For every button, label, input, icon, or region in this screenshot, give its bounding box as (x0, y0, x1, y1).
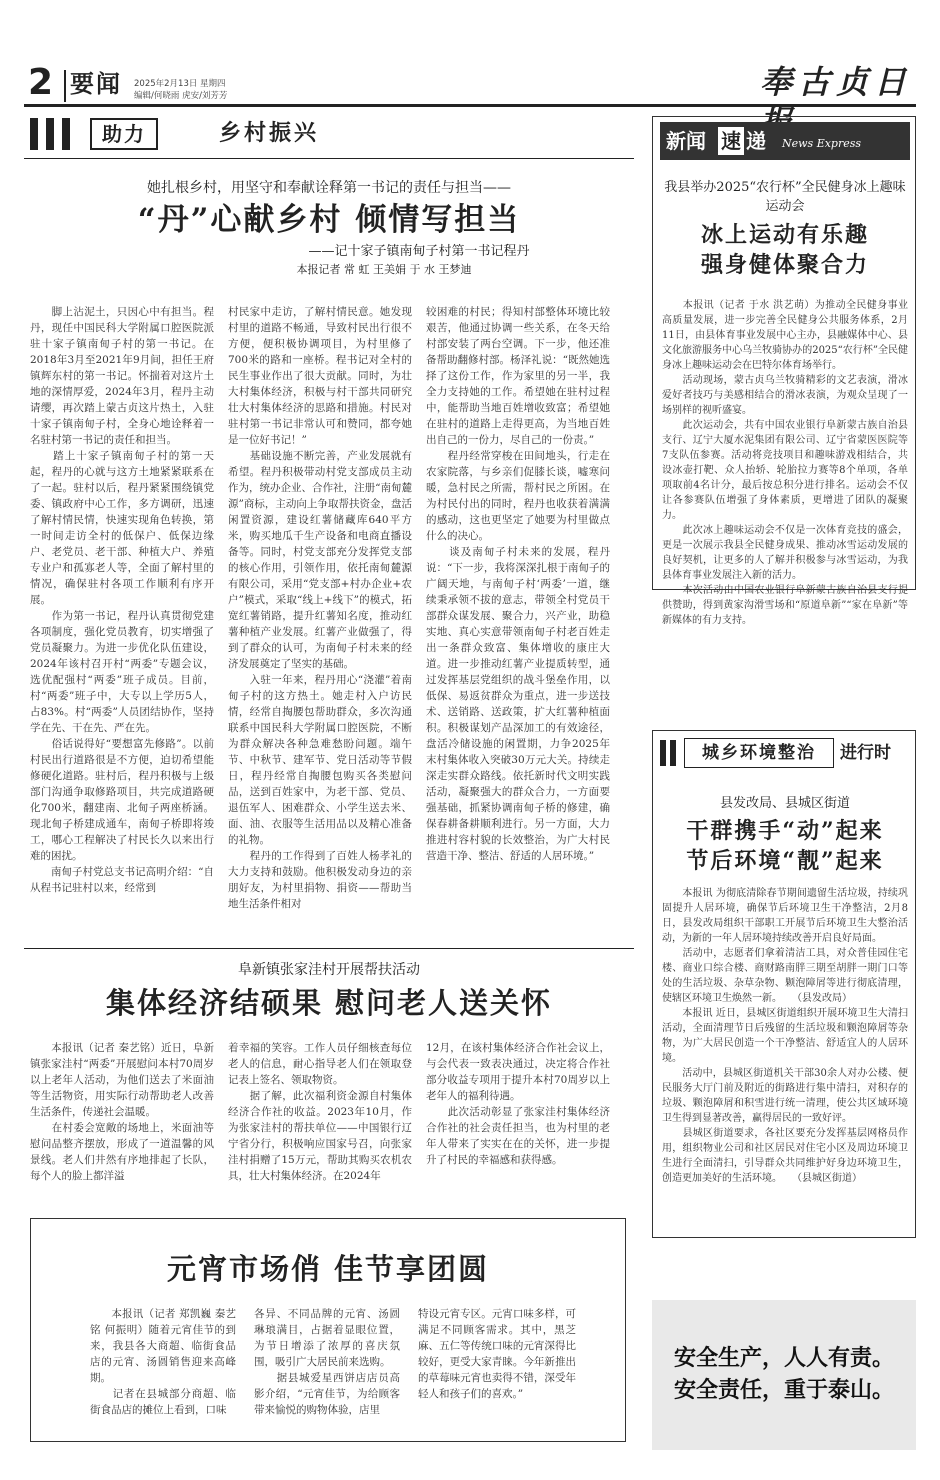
article1-subtitle: ——记十家子镇南甸子村第一书记程丹 (308, 244, 530, 259)
article1-title: “丹”心献乡村 倾情写担当 (137, 202, 521, 238)
article1-kicker: 她扎根乡村，用坚守和奉献诠释第一书记的责任与担当—— (147, 180, 511, 196)
news-express-label-en: News Express (782, 137, 862, 150)
article3-column-2: 各异、不同品牌的元宵、汤圆琳琅满目，占据着显眼位置，为节日增添了浓厚的喜庆氛围，吸引广大居民前来选购。 据县城爱星西饼店店员高影介绍，“元宵佳节，为给顾客带来愉悦的购物体验，店里 (254, 1308, 400, 1416)
city-env-tail-label: 进行时 (840, 743, 891, 763)
city-env-title-line-1: 干群携手“动”起来 (686, 818, 884, 844)
news-express-title (660, 220, 910, 280)
page-number: 2 (28, 62, 54, 103)
article1-column-1: 脚上沾泥土，只因心中有担当。程丹，现任中国民科大学附属口腔医院派驻十家子镇南甸子村的第一书记。在2018年3月至2021年9月间，担任王府镇辉东村的第一书记。怀揣着对这片土地的深情厚爱，2024年3月，程丹主动请缨，再次踏上蒙古贞这片热土，入驻十家子镇南甸子村，全身心地诠释着一名驻村第一书记的责任和担当。 踏上十家子镇南甸子村的第一天起，程丹的心就与这方土地紧紧联系在了一起。驻村以后，程丹紧紧围绕镇党委、镇政府中心工作，多方调研，迅速了解村情民情，快速实现角色转换，第一时间走访全村的低保户、低保边缘户、老党员、老干部、种植大户、养殖专业户和孤寡老人等，全面了解村里的情况，确保驻村各项工作顺利有序开展。 作为第一书记，程丹认真贯彻党建各项制度，强化党员教育，切实增强了党员凝聚力。为进一步优化队伍建设，2024年该村召开村“两委”专题会议，选优配强村“两委”班子成员。目前，村“两委”班子中，大专以上学历5人，占83%。村“两委”人员团结协作，坚持学在先、干在先、严在先。 俗话说得好“要想富先修路”。以前村民出行道路很是不方便，迫切希望能修硬化道路。驻村后，程丹积极与上级部门沟通争取修路项目，共完成道路硬化700米，翻建南、北甸子两座桥涵。现北甸子桥建成通车，南甸子桥即将竣工，哪心工程解决了村民长久以来出行难的困扰。 南甸子村党总支书记高明介绍：“自从程书记驻村以来，经常到 (30, 306, 214, 894)
article1-column-3: 较困难的村民；得知村部整体环境比较艰苦，他通过协调一些关系，在冬天给村部安装了两台空调。下一步，他还准备帮助翻修村部。杨泽礼说：“既然她选择了这份工作，作为家里的另一半，我全力支持她的工作。希望她在驻村过程中，能帮助当地百姓增收致富；希望她在驻村的道路上走得更高，为当地百姓出自己的一份力，尽自己的一份责。” 程丹经常穿梭在田间地头，行走在农家院落，与乡亲们促膝长谈，嘘寒问暖，急村民之所需，帮村民之所困。在为村民付出的同时，程丹也收获着满满的感动，这也更坚定了她要为村里做点什么的决心。 谈及南甸子村未来的发展，程丹说：“下一步，我将深深扎根于南甸子的广阔天地，与南甸子村‘两委’一道，继续秉承领不拔的意志，带领全村党员干部群众谋发展、聚合力，兴产业，助稳实地、真心实意带领南甸子村老百姓走出一条群众致富、集体增收的康庄大道。进一步推动红薯产业提质转型，通过发挥基层党组织的战斗堡垒作用，以低保、易返贫群众为重点，进一步送技术、送销路、送政策，扩大红薯种植面积。积极谋划产品深加工的有效途径，盘活冷储设施的闲置期，力争2025年末村集体收入突破30万元大关。持续走深走实群众路线。依托新时代文明实践活动，凝聚强大的群众合力，一方面要强基础，抓紧协调南甸子桥的修建，确保春耕备耕顺利进行。另一方面，大力推进村容村貌的长效整治，为广大村民营造干净、整洁、舒适的人居环境。” (426, 306, 610, 862)
news-express-label-1: 新闻 (666, 129, 706, 153)
city-env-title (660, 816, 910, 876)
issue-editors: 编辑/何晓雨 虎安/刘芳芳 (134, 91, 228, 101)
article1-byline: 本报记者 常 虹 王美娟 于 水 王梦迪 (296, 263, 472, 276)
city-env-kicker: 县发改局、县城区街道 (719, 796, 850, 811)
article2-title: 集体经济结硕果 慰问老人送关怀 (105, 986, 553, 1020)
city-env-body: 本报讯 为彻底清除春节期间遗留生活垃圾，持续巩固提升人居环境，确保节后环境卫生干净整洁，2月8日，县发改局组织干部职工开展节后环境卫生大整治活动，为新的一年人居环境持续改善开启良好局面。 活动中，志愿者们拿着清洁工具，对众普佳园住宅楼、商业口综合楼、商财路南胖三期至胡胖一期门口等处的生活垃圾、杂草杂物、颗泡障屑等进行彻底清理，使辖区环境卫生焕然一新。 （县发改局） 本报讯 近日，县城区街道组织开展环境卫生大清扫活动，全面清理节日后残留的生活垃圾和颗泡障屑等杂物，为广大居民创造一个干净整洁、舒适宜人的人居环境。 活动中，县城区街道机关干部30余人对办公楼、便民服务大厅门前及附近的街路进行集中清扫，对积存的垃圾、颗泡障屑和积雪进行统一清理，使公共区域环境卫生得到显著改善，赢得居民的一致好评。 县城区街道要求，各社区要充分发挥基层网格员作用，组织物业公司和社区居民对住宅小区及周边环境卫生进行全面清扫，引导群众共同维护好身边环境卫生，创造更加美好的生活环境。 （县城区街道） (662, 888, 908, 1184)
article2-column-1: 本报讯（记者 秦艺铭）近日，阜新镇张家洼村“两委”开展慰问本村70周岁以上老年人活动，为他们送去了米面油等生活物资，用实际行动帮助老人改善生活条件，传递社会温暖。 在村委会宽敞的场地上，米面油等慰问品整齐摆放，形成了一道温馨的风景线。老人们井然有序地排起了长队，每个人的脸上都洋溢 (30, 1042, 214, 1182)
article1-column-2: 村民家中走访，了解村情民意。她发现村里的道路不畅通，导致村民出行很不方便，便积极协调项目，为村里修了700米的路和一座桥。程书记对全村的民生事业作出了很大贡献。同时，为壮大村集体经济，积极与村干部共同研究壮大村集体经济的思路和措施。村民对驻村第一书记非常认可和赞同，都夸她是一位好书记！” 基础设施不断完善，产业发展就有希望。程丹积极带动村党支部成员主动作为，统办企业、合作社，注册“南甸麓源”商标，主动向上争取帮扶资金，盘活闲置资源，建设红薯储藏库640平方米，购买地瓜千生产设备和电商直播设备等。同时，村党支部充分发挥党支部的核心作用，引领作用，依托南甸麓源有限公司，采用“党支部+村办企业+农户”模式，采取“线上+线下”的模式，拓宽红薯销路，提升红薯知名度，推动红薯种植产业发展。红薯产业做强了，得到了群众的认可，为南甸子村未来的经济发展奠定了坚实的基础。 入驻一年来，程丹用心“浇灌”着南甸子村的这方热土。她走村入户访民情，经常自掏腰包帮助群众，多次沟通联系中国民科大学附属口腔医院，不断为群众解决各种急难愁盼问题。端午节、中秋节、建军节、党日活动等节假日，程丹经常自掏腰包购买各类慰问品，送到百姓家中，为老干部、党员、退伍军人、困难群众、小学生送去米、面、油、衣服等生活用品以及精心准备的礼物。 程丹的工作得到了百姓人杨孝礼的大力支持和鼓励。他积极发动身边的亲朋好友，为村里捐物、捐资——帮助当地生活条件相对 (228, 306, 412, 910)
news-express-title-line-2: 强身健体聚合力 (700, 252, 869, 278)
slogan-line-1: 安全生产，人人有责。 (673, 1346, 894, 1371)
banner-text: 乡村振兴 (219, 121, 320, 146)
article2-column-3: 12月，在该村集体经济合作社会议上，与会代表一致表决通过，决定将合作社部分收益专项用于提升本村70周岁以上老年人的福利待遇。 此次活动彰显了张家洼村集体经济合作社的社会责任担当，也为村里的老年人带来了实实在在的关怀，进一步提升了村民的幸福感和获得感。 (426, 1042, 610, 1166)
news-express-label-3: 递 (746, 129, 766, 153)
masthead-rule (24, 104, 916, 107)
article2-kicker: 阜新镇张家洼村开展帮扶活动 (238, 962, 420, 978)
article3-title: 元宵市场俏 佳节享团圆 (166, 1252, 490, 1286)
issue-date: 2025年2月13日 星期四 (134, 79, 226, 89)
news-express-label-2: 速 (718, 127, 744, 155)
news-express-kicker: 我县举办2025“农行杯”全民健身冰上趣味运动会 (664, 180, 906, 214)
masthead-divider (64, 70, 66, 102)
news-express-header (660, 122, 910, 160)
section-banner (24, 116, 634, 152)
banner-tag: 助力 (90, 118, 158, 150)
news-express-title-line-1: 冰上运动有乐趣 (700, 222, 869, 248)
section-name: 要闻 (70, 70, 122, 98)
city-env-box-label: 城乡环境整治 (684, 738, 834, 768)
banner-rule (24, 158, 634, 159)
safety-slogan (652, 1300, 916, 1450)
article-divider (24, 948, 634, 949)
article3-column-3: 特设元宵专区。元宵口味多样，可满足不同顾客需求。其中，黑芝麻、五仁等传统口味的元宵深得比较好，更受大家青睐。今年新推出的草莓味元宵也卖得不错，深受年轻人和孩子们的喜欢。” (418, 1308, 576, 1400)
city-env-header (660, 738, 910, 768)
article2-column-2: 着幸福的笑容。工作人员仔细核查每位老人的信息，耐心指导老人们在领取登记表上签名、领取物资。 据了解，此次福利资金源自村集体经济合作社的收益。2023年10月，作为张家洼村的帮扶单位——中国银行辽宁省分行，积极响应国家号召，向张家洼村捐赠了15万元，帮助其购买农机农具，壮大村集体经济。在2024年 (228, 1042, 412, 1182)
issue-meta (134, 78, 227, 102)
paper-logo: 奉古贞日 (760, 63, 913, 101)
article3-column-1: 本报讯（记者 郑凯巍 秦艺铭 何振明）随着元宵佳节的到来，我县各大商超、临街食品店的元宵、汤圆销售迎来高峰期。 记者在县城部分商超、临街食品店的摊位上看到，口味 (90, 1308, 236, 1416)
city-env-title-line-2: 节后环境“靓”起来 (686, 848, 884, 874)
slogan-line-2: 安全责任，重于泰山。 (673, 1378, 894, 1403)
news-express-body: 本报讯（记者 于水 洪艺萌）为推动全民健身事业高质量发展，进一步完善全民健身公共服务体系，2月11日，由县体育事业发展中心主办，县融媒体中心、县文化旅游服务中心乌兰牧骑协办的2025“农行杯”全民健身冰上趣味运动会在巴特尔体育场举行。 活动现场，蒙古贞乌兰牧骑精彩的文艺表演，滑冰爱好者技巧与美感相结合的滑冰表演，为观众呈现了一场别样的视听盛宴。 此次运动会，共有中国农业银行阜新蒙古族自治县支行、辽宁大厦水泥集团有限公司、辽宁省蒙医医院等7支队伍参赛。活动将竞技项目和趣味游戏相结合，共设冰壶打靶、众人抬轿、轮胎拉力赛等8个单项，各单项取前4名计分，最后按总积分进行排名。运动会不仅让各参赛队伍增强了身体素质，更增进了团队的凝聚力。 此次冰上趣味运动会不仅是一次体育竞技的盛会，更是一次展示我县全民健身成果、推动冰雪运动发展的良好契机，让更多的人了解并积极参与冰雪运动，为我县体育事业发展注入新的活力。 本次活动由中国农业银行阜新蒙古族自治县支行提供赞助，得到黄家沟滑雪场和“原道阜新”“家在阜新”等新媒体的有力支持。 (662, 300, 908, 626)
